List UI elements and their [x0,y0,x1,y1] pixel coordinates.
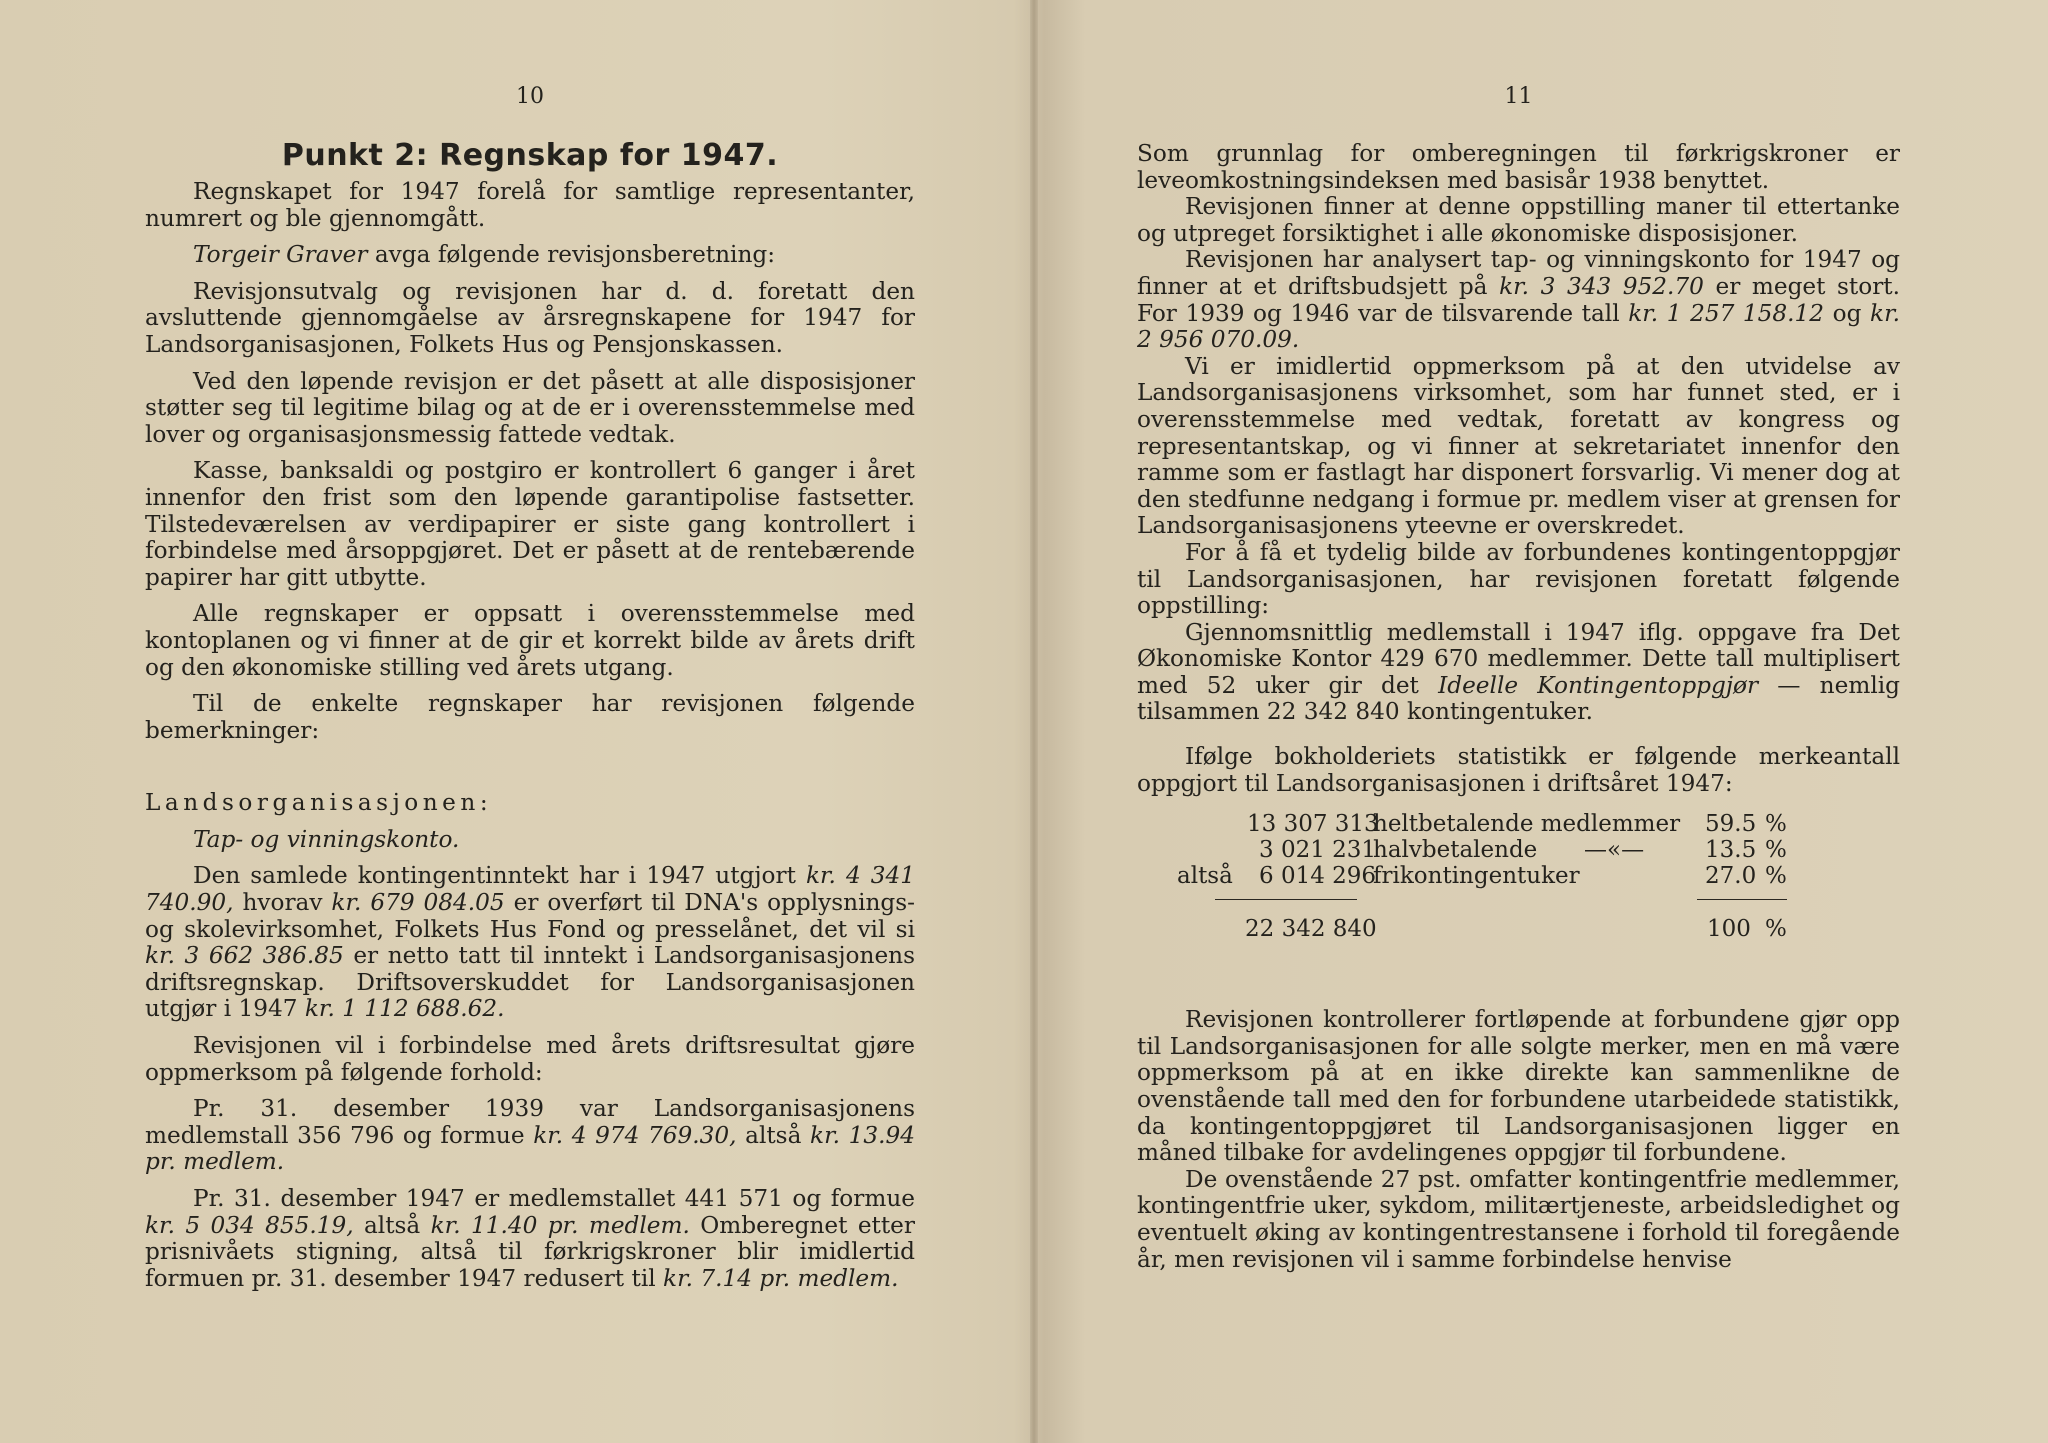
paragraph: Gjennomsnittlig medlemstall i 1947 iflg. oppgave fra Det Økonomiske Kontor 429 670 medlemmer. Dette tall multiplisert med 52 uker gir det Ideelle Kontingentoppgjør — nemlig tilsammen 22 342 840 kontingentuker. [1137,618,1900,726]
paragraph: Revisjonen finner at denne oppstilling maner til ettertanke og utpreget forsiktighet i alle økonomiske disposisjoner. [1137,193,1900,247]
row-number: 6 014 296 [1259,863,1377,890]
paragraph: Ved den løpende revisjon er det påsett at alle disposisjoner støtter seg til legitime bilag og at de er i overensstemmelse med lover og organisasjonsmessig fattede vedtak. [145,367,915,448]
left-page [145,0,915,1443]
row-percent: 13.5 [1705,837,1757,864]
right-page [1137,0,1900,1443]
row-unit: % [1765,811,1787,838]
stamp-count-table [1137,811,1900,961]
paragraph: Revisjonen har analysert tap- og vinningskonto for 1947 og finner at et driftsbudsjett på kr. 3 343 952.70 er meget stort. For 1939 og 1946 var de tilsvarende tall kr. 1 257 158.12 og kr. 2 956 070.09. [1137,246,1901,354]
row-percent: 27.0 [1705,863,1757,890]
paragraph: Alle regnskaper er oppsatt i overensstemmelse med kontoplanen og vi finner at de gir et korrekt bilde av årets drift og den økonomiske stilling ved årets utgang. [145,600,915,681]
sum-rule [1215,899,1357,900]
paragraph: Ifølge bokholderiets statistikk er følgende merkeantall oppgjort til Landsorganisasjonen i driftsåret 1947: [1137,743,1900,797]
page-number: 10 [516,84,544,109]
paragraph: Pr. 31. desember 1947 er medlemstallet 441 571 og formue kr. 5 034 855.19, altså kr. 11.40 pr. medlem. Omberegnet etter prisnivåets stigning, altså til førkrigskroner blir imidlertid formuen pr. 31. desember 1947 redusert til kr. 7.14 pr. medlem. [145,1185,915,1292]
row-number: 13 307 313 [1247,811,1379,838]
row-number: 3 021 231 [1259,837,1377,864]
row-label: frikontingentuker [1373,863,1580,890]
sum-rule [1697,899,1787,900]
paragraph: Som grunnlag for omberegningen til førkrigskroner er leveomkostningsindeksen med basisår 1938 benyttet. [1137,140,1900,194]
paragraph: Regnskapet for 1947 forelå for samtlige representanter, numrert og ble gjennomgått. [145,178,915,232]
total-percent: 100 [1707,916,1751,943]
paragraph: Revisjonsutvalg og revisjonen har d. d. foretatt den avsluttende gjennomgåelse av årsregnskapene for 1947 for Landsorganisasjonen, Folkets Hus og Pensjonskassen. [145,277,915,358]
section-heading: Punkt 2: Regnskap for 1947. [281,138,779,173]
paragraph: Til de enkelte regnskaper har revisjonen følgende bemerkninger: [145,690,915,744]
paragraph: Kasse, banksaldi og postgiro er kontrollert 6 ganger i året innenfor den frist som den løpende garantipolise fastsetter. Tilstedeværelsen av verdipapirer er siste gang kontrollert i forbindelse med årsoppgjøret. Det er påsett at de rentebærende papirer har gitt utbytte. [145,457,915,591]
right-page-content [1137,141,1900,1273]
paragraph: Revisjonen vil i forbindelse med årets driftsresultat gjøre oppmerksom på følgende forhold: [145,1032,915,1086]
paragraph: De ovenstående 27 pst. omfatter kontingentfrie medlemmer, kontingentfrie uker, sykdom, militærtjeneste, arbeidsledighet og eventuelt øking av kontingentrestansene i forhold til foregående år, men revisjonen vil i samme forbindelse henvise [1137,1165,1900,1273]
paragraph: Torgeir Graver avga følgende revisjonsberetning: [193,241,776,269]
row-label: heltbetalende medlemmer [1373,811,1681,838]
speaker-name: Torgeir Graver [193,241,368,269]
row-label: halvbetalende [1373,837,1538,864]
row-unit: % [1765,837,1787,864]
paragraph: For å få et tydelig bilde av forbundenes kontingentoppgjør til Landsorganisasjonen, har revisjonen foretatt følgende oppstilling: [1137,538,1900,620]
paragraph: Revisjonen kontrollerer fortløpende at forbundene gjør opp til Landsorganisasjonen for alle solgte merker, men en må være oppmerksom på at en ikke direkte kan sammenlikne de ovenstående tall med den for forbundene utarbeidede statistikk, da kontingentoppgjøret til Landsorganisasjonen ligger en måned tilbake for avdelingenes oppgjør til forbundene. [1137,1006,1900,1167]
subsection-title: Tap- og vinningskonto. [193,825,460,853]
page-number: 11 [1504,84,1533,109]
total-unit: % [1765,916,1787,943]
row-prefix: altså [1177,863,1233,890]
paragraph: Vi er imidlertid oppmerksom på at den utvidelse av Landsorganisasjonens virksomhet, som har funnet sted, er i overensstemmelse med vedtak, foretatt av kongress og representantskap, og vi finner at sekretariatet innenfor den ramme som er fastlagt har disponert forsvarlig. Vi mener dog at den stedfunne nedgang i formue pr. medlem viser at grensen for Landsorganisasjonens yteevne er overskredet. [1137,352,1900,540]
row-unit: % [1765,863,1787,890]
row-ditto: —«— [1584,837,1645,864]
left-page-content [145,137,915,1292]
row-percent: 59.5 [1705,811,1757,838]
section-title: Landsorganisasjonen: [145,789,493,817]
paragraph: Den samlede kontingentinntekt har i 1947 utgjort kr. 4 341 740.90, hvorav kr. 679 084.05 er overført til DNA's opplysnings- og skolevirksomhet, Folkets Hus Fond og presselånet, det vil si kr. 3 662 386.85 er netto tatt til inntekt i Landsorganisasjonens driftsregnskap. Driftsoverskuddet for Landsorganisasjonen utgjør i 1947 kr. 1 112 688.62. [145,862,915,1023]
book-gutter [1030,0,1038,1443]
total-number: 22 342 840 [1245,916,1377,943]
paragraph: Pr. 31. desember 1939 var Landsorganisasjonens medlemstall 356 796 og formue kr. 4 974 769.30, altså kr. 13.94 pr. medlem. [145,1095,915,1176]
